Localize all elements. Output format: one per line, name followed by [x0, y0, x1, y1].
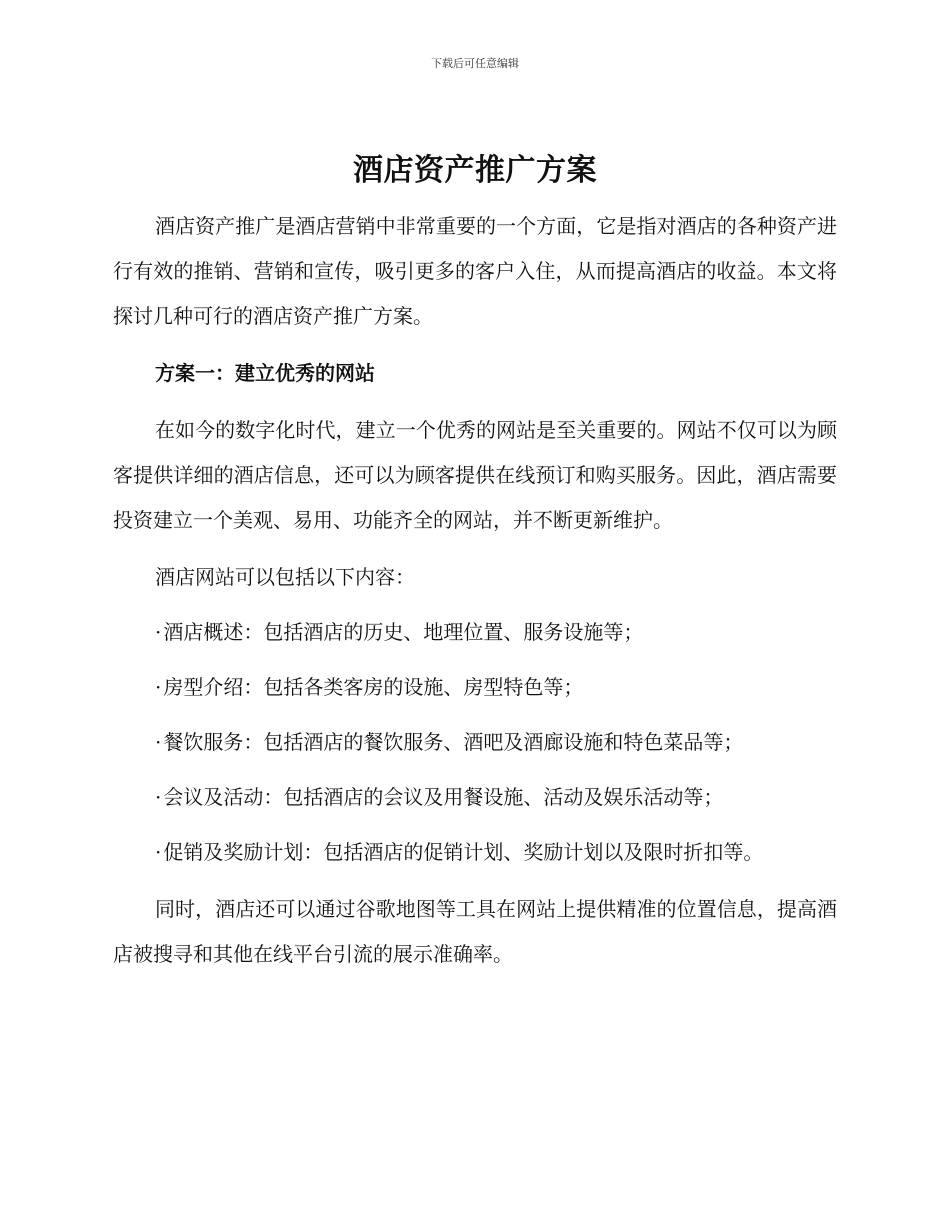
list-item: [113, 610, 837, 655]
section-paragraph: 在如今的数字化时代，建立一个优秀的网站是至关重要的。网站不仅可以为顾客提供详细的酒店信息，还可以为顾客提供在线预订和购买服务。因此，酒店需要投资建立一个美观、易用、功能齐全的网站，并不断更新维护。: [113, 418, 837, 532]
list-intro-paragraph: 酒店网站可以包括以下内容：: [155, 565, 415, 589]
bullet-icon: ·: [155, 785, 162, 809]
page-header: 下载后可任意编辑: [431, 57, 519, 70]
list-item-text: 餐饮服务：包括酒店的餐饮服务、酒吧及酒廊设施和特色菜品等；: [163, 730, 744, 754]
closing-paragraph: 同时，酒店还可以通过谷歌地图等工具在网站上提供精准的位置信息，提高酒店被搜寻和其他在线平台引流的展示准确率。: [113, 897, 837, 966]
intro-paragraph: 酒店资产推广是酒店营销中非常重要的一个方面，它是指对酒店的各种资产进行有效的推销、营销和宣传，吸引更多的客户入住，从而提高酒店的收益。本文将探讨几种可行的酒店资产推广方案。: [113, 214, 837, 328]
list-item: [113, 830, 837, 875]
bullet-icon: ·: [155, 730, 162, 754]
document-title: 酒店资产推广方案: [353, 153, 597, 188]
bullet-icon: ·: [155, 620, 162, 644]
list-item-text: 房型介绍：包括各类客房的设施、房型特色等；: [163, 675, 584, 699]
list-item-text: 酒店概述：包括酒店的历史、地理位置、服务设施等；: [163, 620, 644, 644]
list-item: [113, 665, 837, 710]
section-heading: 方案一：建立优秀的网站: [155, 361, 375, 385]
list-item: [113, 720, 837, 765]
list-item-text: 会议及活动：包括酒店的会议及用餐设施、活动及娱乐活动等；: [163, 785, 724, 809]
list-item: [113, 775, 837, 820]
bullet-icon: ·: [155, 840, 162, 864]
document-body: [113, 148, 837, 977]
list-item-text: 促销及奖励计划：包括酒店的促销计划、奖励计划以及限时折扣等。: [163, 840, 764, 864]
bullet-icon: ·: [155, 675, 162, 699]
